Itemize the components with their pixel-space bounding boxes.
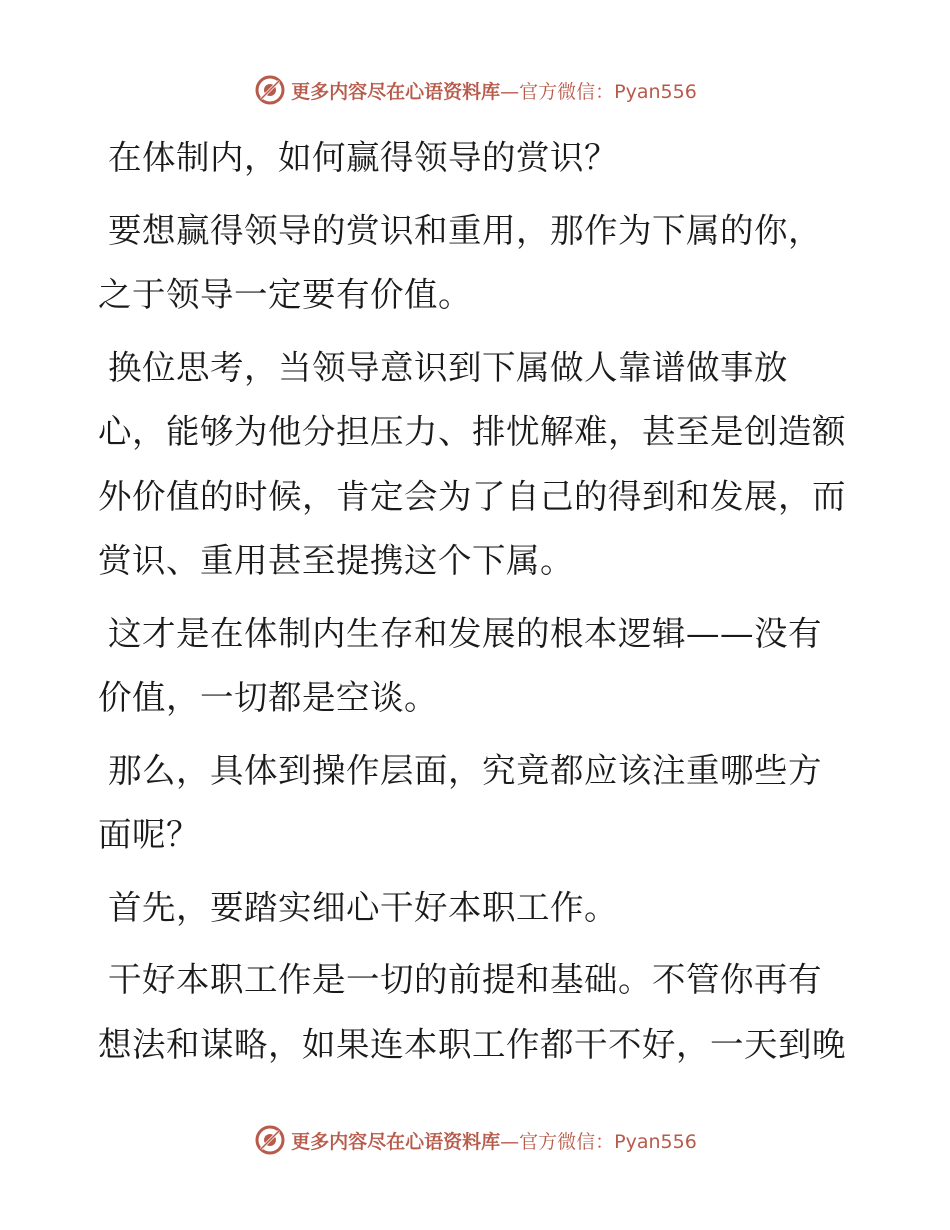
header-banner xyxy=(0,70,950,110)
paragraph-3: 换位思考，当领导意识到下属做人靠谱做事放心，能够为他分担压力、排忧解难，甚至是创造额外价值的时候，肯定会为了自己的得到和发展，而赏识、重用甚至提携这个下属。 xyxy=(98,347,846,580)
header-banner-text: 更多内容尽在心语资料库 xyxy=(291,80,501,103)
pen-logo-icon xyxy=(253,1123,287,1157)
footer-banner xyxy=(0,1120,950,1160)
pen-logo-icon xyxy=(253,73,287,107)
document-body xyxy=(98,126,852,1085)
paragraph-1: 在体制内，如何赢得领导的赏识？ xyxy=(108,138,618,177)
header-banner-contact: —官方微信：Pyan556 xyxy=(500,80,697,103)
paragraph-5: 那么，具体到操作层面，究竟都应该注重哪些方面呢？ xyxy=(98,750,822,854)
paragraph-6: 首先，要踏实细心干好本职工作。 xyxy=(108,887,618,927)
footer-banner-text: 更多内容尽在心语资料库 xyxy=(291,1130,501,1153)
footer-banner-contact: —官方微信：Pyan556 xyxy=(500,1130,697,1153)
paragraph-7: 干好本职工作是一切的前提和基础。不管你再有想法和谋略，如果连本职工作都干不好，一天到晚 xyxy=(98,960,846,1064)
paragraph-4: 这才是在体制内生存和发展的根本逻辑——没有价值，一切都是空谈。 xyxy=(98,613,822,717)
paragraph-2: 要想赢得领导的赏识和重用，那作为下属的你，之于领导一定要有价值。 xyxy=(98,210,822,314)
